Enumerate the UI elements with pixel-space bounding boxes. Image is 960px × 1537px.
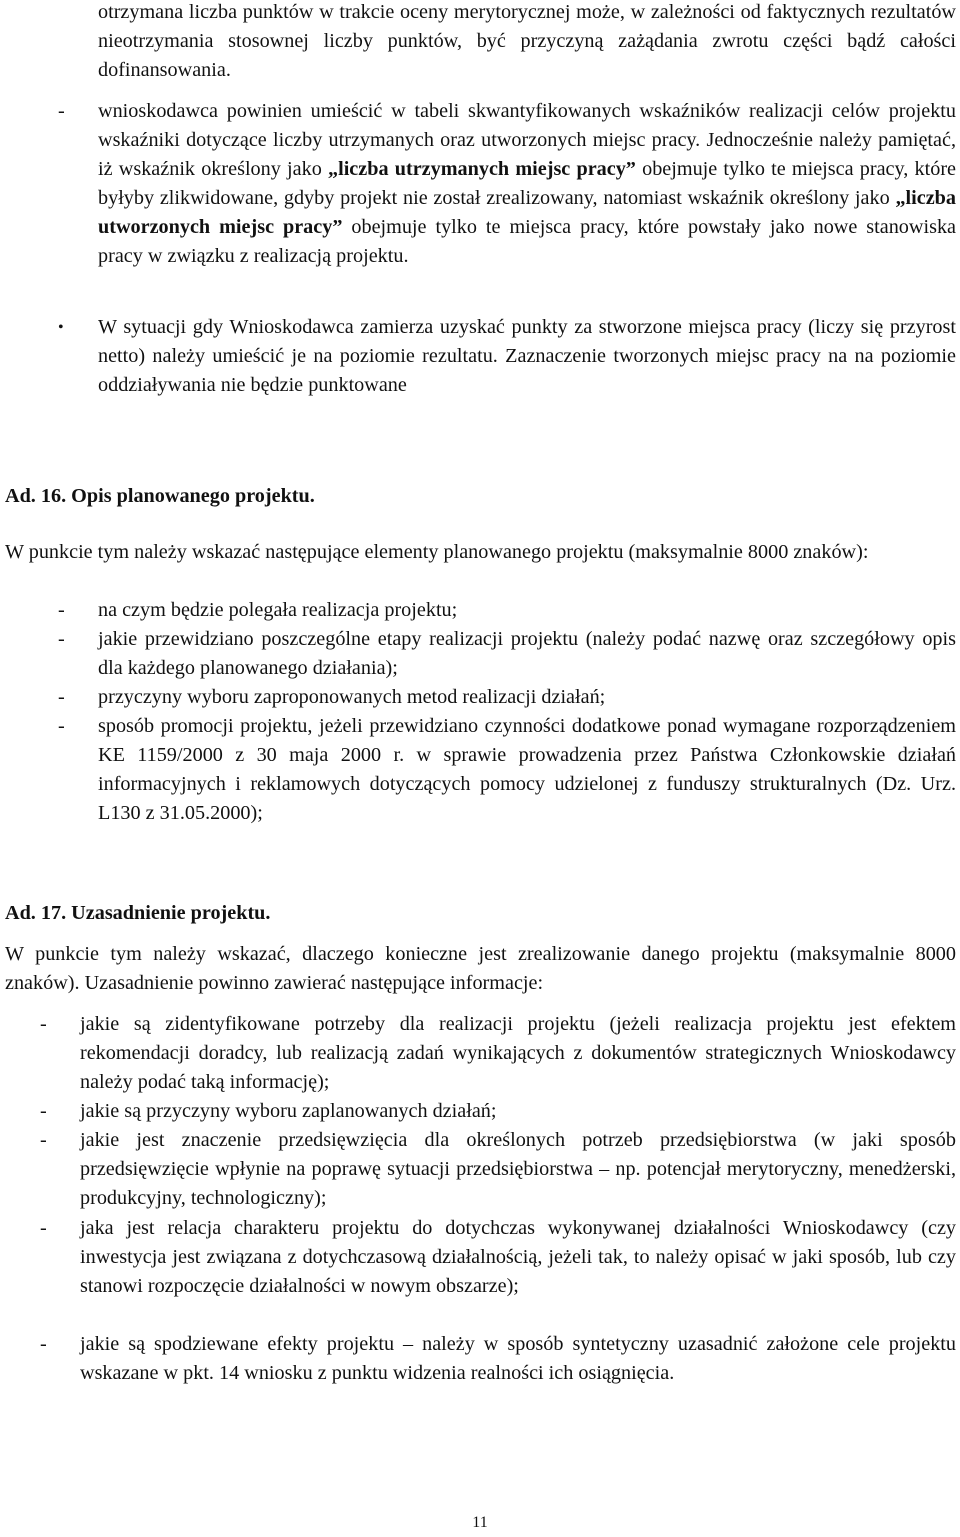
list-item-wskazniki — [98, 97, 956, 271]
section-16-item: przyczyny wyboru zaproponowanych metod realizacji działań; — [98, 686, 606, 708]
bold-term-utworzonych: „liczba utworzonych miejsc pracy” — [98, 187, 956, 238]
list-dash: - — [58, 599, 65, 621]
list-item-text: obejmuje tylko te miejsca pracy, które powstały jako nowe stanowiska pracy w związku z realizacją projektu. — [98, 216, 956, 267]
section-16-item: sposób promocji projektu, jeżeli przewidziano czynności dodatkowe ponad wymagane rozporządzeniem KE 1159/2000 z 30 maja 2000 r. w sprawie prowadzenia przez Państwa Członkowskie działań informacyjnych i reklamowych dotyczących pomocy udzielonej z funduszy strukturalnych (Dz. Urz. L130 z 31.05.2000); — [98, 715, 956, 824]
list-dash: - — [58, 628, 65, 650]
section-16-heading: Ad. 16. Opis planowanego projektu. — [5, 485, 315, 507]
section-16-item: na czym będzie polegała realizacja projektu; — [98, 599, 458, 621]
bold-term-utrzymanych: „liczba utrzymanych miejsc pracy” — [328, 158, 636, 180]
section-16-intro: W punkcie tym należy wskazać następujące elementy planowanego projektu (maksymalnie 8000 znaków): — [5, 541, 869, 563]
section-17-item: jakie są spodziewane efekty projektu – należy w sposób syntetyczny uzasadnić założone cele projektu wskazane w pkt. 14 wniosku z punktu widzenia realności ich osiągnięcia. — [80, 1333, 956, 1384]
list-dash: - — [58, 100, 65, 122]
list-dash: - — [58, 715, 65, 737]
page-number: 11 — [472, 1514, 488, 1531]
section-17-item: jakie są zidentyfikowane potrzeby dla realizacji projektu (jeżeli realizacja projektu jest efektem rekomendacji doradcy, lub realizacją zadań wynikających z dokumentów strategicznych Wnioskodawcy należy podać taką informację); — [80, 1013, 956, 1093]
list-dash: - — [40, 1129, 47, 1151]
bullet-item-przyrost: W sytuacji gdy Wnioskodawca zamierza uzyskać punkty za stworzone miejsca pracy (liczy się przyrost netto) należy umieścić je na poziomie rezultatu. Zaznaczenie tworzonych miejsc pracy na na poziomie oddziaływania nie będzie punktowane — [98, 316, 956, 396]
section-17-intro: W punkcie tym należy wskazać, dlaczego konieczne jest zrealizowanie danego projektu (maksymalnie 8000 znaków). Uzasadnienie powinno zawierać następujące informacje: — [5, 943, 956, 994]
section-17-item: jaka jest relacja charakteru projektu do dotychczas wykonywanej działalności Wnioskodawcy (czy inwestycja jest związana z dotychczasową działalnością, jeżeli tak, to należy opisać w jaki sposób, lub czy stanowi rozpoczęcie działalności w nowym obszarze); — [80, 1217, 956, 1297]
list-dash: - — [40, 1100, 47, 1122]
continuation-paragraph: otrzymana liczba punktów w trakcie oceny merytorycznej może, w zależności od faktycznych rezultatów nieotrzymania stosownej liczby punktów, być przyczyną zażądania zwrotu części bądź całości dofinansowania. — [98, 1, 956, 81]
list-item-text: obejmuje tylko te miejsca pracy, które byłyby zlikwidowane, gdyby projekt nie został zrealizowany, natomiast wskaźnik określony jako — [98, 158, 957, 209]
section-17-item: jakie są przyczyny wyboru zaplanowanych działań; — [80, 1100, 497, 1122]
section-16-item: jakie przewidziano poszczególne etapy realizacji projektu (należy podać nazwę oraz szczegółowy opis dla każdego planowanego działania); — [98, 628, 956, 679]
bullet-marker: • — [58, 319, 64, 336]
list-dash: - — [40, 1013, 47, 1035]
list-dash: - — [40, 1333, 47, 1355]
list-dash: - — [40, 1217, 47, 1239]
section-17-item: jakie jest znaczenie przedsięwzięcia dla określonych potrzeb przedsiębiorstwa (w jaki sposób przedsięwzięcie wpłynie na poprawę sytuacji przedsiębiorstwa – np. potencjał merytoryczny, menedżerski, produkcyjny, technologiczny); — [80, 1129, 956, 1209]
list-dash: - — [58, 686, 65, 708]
section-17-heading: Ad. 17. Uzasadnienie projektu. — [5, 902, 271, 924]
list-item-text: wnioskodawca powinien umieścić w tabeli skwantyfikowanych wskaźników realizacji celów projektu wskaźniki dotyczące liczby utrzymanych oraz utworzonych miejsc pracy. Jednocześnie należy pamiętać, iż wskaźnik określony jako — [98, 100, 956, 180]
